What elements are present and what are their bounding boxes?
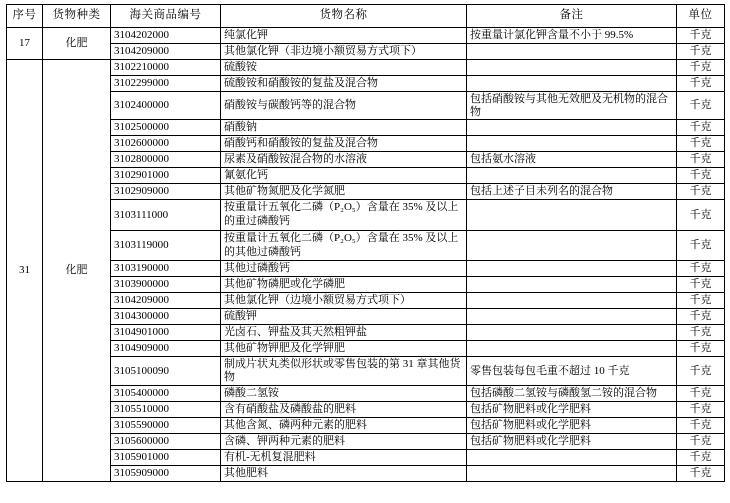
cell-goods-name: 硝酸钙和硝酸铵的复盐及混合物 bbox=[221, 136, 467, 152]
cell-customs-code: 3104909000 bbox=[111, 341, 221, 357]
cell-remark: 包括矿物肥料或化学肥料 bbox=[467, 401, 677, 417]
cell-unit: 千克 bbox=[677, 230, 725, 261]
table-row bbox=[7, 76, 725, 92]
cell-goods-name: 磷酸二氢铵 bbox=[221, 385, 467, 401]
cell-customs-code: 3102210000 bbox=[111, 60, 221, 76]
cell-unit: 千克 bbox=[677, 261, 725, 277]
cell-customs-code: 3102500000 bbox=[111, 120, 221, 136]
cell-goods-name: 其他含氮、磷两种元素的肥料 bbox=[221, 417, 467, 433]
cell-remark bbox=[467, 136, 677, 152]
cell-remark: 零售包装每包毛重不超过 10 千克 bbox=[467, 357, 677, 385]
column-header-unit: 单位 bbox=[677, 5, 725, 28]
table-body bbox=[7, 28, 725, 482]
cell-customs-code: 3105909000 bbox=[111, 465, 221, 481]
table-row bbox=[7, 184, 725, 200]
table-row bbox=[7, 230, 725, 261]
cell-goods-name: 其他矿物钾肥及化学钾肥 bbox=[221, 341, 467, 357]
table-row bbox=[7, 401, 725, 417]
cell-unit: 千克 bbox=[677, 293, 725, 309]
cell-unit: 千克 bbox=[677, 277, 725, 293]
cell-goods-name: 硫酸铵和硝酸铵的复盐及混合物 bbox=[221, 76, 467, 92]
cell-unit: 千克 bbox=[677, 60, 725, 76]
cell-customs-code: 3102299000 bbox=[111, 76, 221, 92]
cell-goods-name: 含磷、钾两种元素的肥料 bbox=[221, 433, 467, 449]
table-row bbox=[7, 277, 725, 293]
cell-goods-name: 其他肥料 bbox=[221, 465, 467, 481]
cell-goods-name: 其他氯化钾（非边境小额贸易方式项下） bbox=[221, 44, 467, 60]
cell-customs-code: 3104300000 bbox=[111, 309, 221, 325]
cell-unit: 千克 bbox=[677, 325, 725, 341]
cell-seq: 17 bbox=[7, 28, 43, 60]
cell-customs-code: 3102901000 bbox=[111, 168, 221, 184]
cell-customs-code: 3105590000 bbox=[111, 417, 221, 433]
table-row bbox=[7, 261, 725, 277]
cell-goods-name: 尿素及硝酸铵混合物的水溶液 bbox=[221, 152, 467, 168]
cell-goods-name: 光卤石、钾盐及其天然粗钾盐 bbox=[221, 325, 467, 341]
cell-customs-code: 3104202000 bbox=[111, 28, 221, 44]
table-row bbox=[7, 465, 725, 481]
table-row bbox=[7, 60, 725, 76]
cell-remark: 包括矿物肥料或化学肥料 bbox=[467, 417, 677, 433]
cell-unit: 千克 bbox=[677, 433, 725, 449]
cell-goods-name: 硫酸铵 bbox=[221, 60, 467, 76]
table-row bbox=[7, 293, 725, 309]
cell-remark bbox=[467, 449, 677, 465]
cell-remark bbox=[467, 200, 677, 231]
cell-remark bbox=[467, 293, 677, 309]
cell-remark: 按重量计氯化钾含量不小于 99.5% bbox=[467, 28, 677, 44]
goods-table bbox=[6, 4, 725, 482]
cell-remark bbox=[467, 120, 677, 136]
table-row bbox=[7, 152, 725, 168]
cell-customs-code: 3105400000 bbox=[111, 385, 221, 401]
cell-remark: 包括矿物肥料或化学肥料 bbox=[467, 433, 677, 449]
cell-remark bbox=[467, 309, 677, 325]
cell-kind: 化肥 bbox=[43, 28, 111, 60]
cell-unit: 千克 bbox=[677, 120, 725, 136]
cell-remark bbox=[467, 277, 677, 293]
cell-goods-name: 其他过磷酸钙 bbox=[221, 261, 467, 277]
cell-unit: 千克 bbox=[677, 341, 725, 357]
cell-customs-code: 3104209000 bbox=[111, 44, 221, 60]
column-header-seq: 序号 bbox=[7, 5, 43, 28]
cell-remark: 包括氨水溶液 bbox=[467, 152, 677, 168]
cell-customs-code: 3103900000 bbox=[111, 277, 221, 293]
cell-customs-code: 3104901000 bbox=[111, 325, 221, 341]
cell-unit: 千克 bbox=[677, 184, 725, 200]
cell-remark: 包括硝酸铵与其他无效肥及无机物的混合物 bbox=[467, 92, 677, 120]
table-row bbox=[7, 44, 725, 60]
cell-customs-code: 3102909000 bbox=[111, 184, 221, 200]
cell-customs-code: 3102800000 bbox=[111, 152, 221, 168]
cell-goods-name: 有机-无机复混肥料 bbox=[221, 449, 467, 465]
cell-remark bbox=[467, 60, 677, 76]
table-row bbox=[7, 200, 725, 231]
cell-customs-code: 3105600000 bbox=[111, 433, 221, 449]
table-row bbox=[7, 28, 725, 44]
cell-customs-code: 3102400000 bbox=[111, 92, 221, 120]
cell-unit: 千克 bbox=[677, 401, 725, 417]
cell-remark bbox=[467, 261, 677, 277]
cell-unit: 千克 bbox=[677, 136, 725, 152]
column-header-kind: 货物种类 bbox=[43, 5, 111, 28]
cell-goods-name: 纯氯化钾 bbox=[221, 28, 467, 44]
cell-unit: 千克 bbox=[677, 309, 725, 325]
cell-remark: 包括磷酸二氢铵与磷酸氢二铵的混合物 bbox=[467, 385, 677, 401]
table-row bbox=[7, 92, 725, 120]
cell-remark bbox=[467, 341, 677, 357]
cell-unit: 千克 bbox=[677, 357, 725, 385]
cell-unit: 千克 bbox=[677, 28, 725, 44]
cell-remark: 包括上述子目未列名的混合物 bbox=[467, 184, 677, 200]
table-row bbox=[7, 136, 725, 152]
table-header bbox=[7, 5, 725, 28]
cell-goods-name: 氰氨化钙 bbox=[221, 168, 467, 184]
table-row bbox=[7, 120, 725, 136]
cell-remark bbox=[467, 168, 677, 184]
cell-goods-name: 硝酸钠 bbox=[221, 120, 467, 136]
cell-remark bbox=[467, 230, 677, 261]
cell-goods-name: 其他矿物磷肥或化学磷肥 bbox=[221, 277, 467, 293]
cell-customs-code: 3103119000 bbox=[111, 230, 221, 261]
cell-goods-name: 其他氯化钾（边境小额贸易方式项下） bbox=[221, 293, 467, 309]
cell-kind: 化肥 bbox=[43, 60, 111, 482]
table-row bbox=[7, 357, 725, 385]
column-header-code: 海关商品编号 bbox=[111, 5, 221, 28]
table-row bbox=[7, 449, 725, 465]
table-row bbox=[7, 325, 725, 341]
cell-unit: 千克 bbox=[677, 168, 725, 184]
cell-unit: 千克 bbox=[677, 417, 725, 433]
cell-unit: 千克 bbox=[677, 92, 725, 120]
cell-customs-code: 3102600000 bbox=[111, 136, 221, 152]
cell-customs-code: 3103190000 bbox=[111, 261, 221, 277]
cell-goods-name: 硝酸铵与碳酸钙等的混合物 bbox=[221, 92, 467, 120]
cell-goods-name: 含有硝酸盐及磷酸盐的肥料 bbox=[221, 401, 467, 417]
table-row bbox=[7, 385, 725, 401]
cell-customs-code: 3103111000 bbox=[111, 200, 221, 231]
cell-goods-name: 按重量计五氧化二磷（P₂O₅）含量在 35% 及以上的重过磷酸钙 bbox=[221, 200, 467, 231]
table-row bbox=[7, 168, 725, 184]
cell-customs-code: 3105901000 bbox=[111, 449, 221, 465]
cell-customs-code: 3104209000 bbox=[111, 293, 221, 309]
cell-seq: 31 bbox=[7, 60, 43, 482]
table-row bbox=[7, 341, 725, 357]
cell-unit: 千克 bbox=[677, 465, 725, 481]
cell-goods-name: 按重量计五氧化二磷（P₂O₅）含量在 35% 及以上的其他过磷酸钙 bbox=[221, 230, 467, 261]
table-row bbox=[7, 433, 725, 449]
cell-unit: 千克 bbox=[677, 385, 725, 401]
cell-customs-code: 3105510000 bbox=[111, 401, 221, 417]
cell-remark bbox=[467, 44, 677, 60]
cell-unit: 千克 bbox=[677, 76, 725, 92]
cell-goods-name: 硫酸钾 bbox=[221, 309, 467, 325]
cell-customs-code: 3105100090 bbox=[111, 357, 221, 385]
cell-goods-name: 制成片状丸类似形状或零售包装的第 31 章其他货物 bbox=[221, 357, 467, 385]
cell-remark bbox=[467, 325, 677, 341]
cell-remark bbox=[467, 76, 677, 92]
cell-unit: 千克 bbox=[677, 449, 725, 465]
cell-unit: 千克 bbox=[677, 44, 725, 60]
cell-goods-name: 其他矿物氮肥及化学氮肥 bbox=[221, 184, 467, 200]
column-header-name: 货物名称 bbox=[221, 5, 467, 28]
cell-unit: 千克 bbox=[677, 152, 725, 168]
column-header-remark: 备注 bbox=[467, 5, 677, 28]
table-row bbox=[7, 309, 725, 325]
table-row bbox=[7, 417, 725, 433]
cell-unit: 千克 bbox=[677, 200, 725, 231]
cell-remark bbox=[467, 465, 677, 481]
